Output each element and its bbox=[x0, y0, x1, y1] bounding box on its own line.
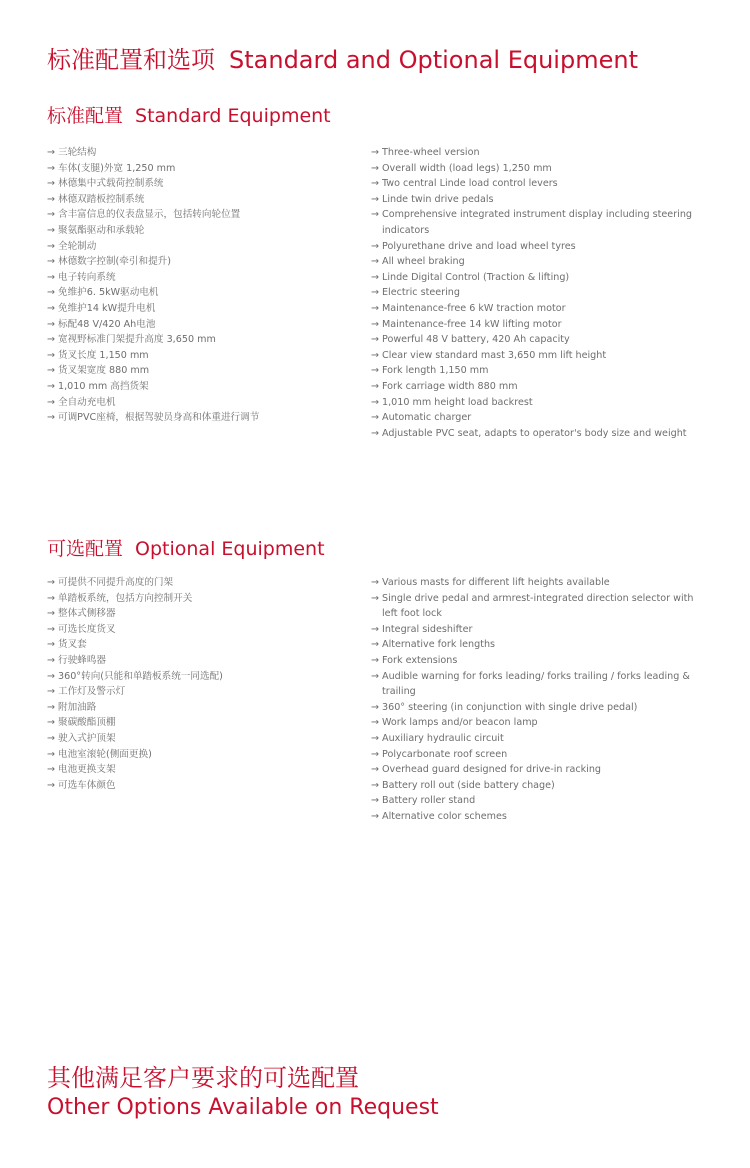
list-item bbox=[371, 410, 711, 426]
list-item-text: 车体(支腿)外宽 1,250 mm bbox=[58, 162, 176, 174]
arrow-bullet-icon: → bbox=[47, 764, 56, 776]
list-item bbox=[371, 317, 711, 333]
list-item-text: Automatic charger bbox=[382, 412, 472, 424]
list-item-text: 聚氨酯驱动和承载轮 bbox=[58, 224, 145, 236]
arrow-bullet-icon: → bbox=[371, 795, 380, 807]
list-item-text: Alternative color schemes bbox=[382, 810, 507, 822]
arrow-bullet-icon: → bbox=[47, 748, 56, 760]
arrow-bullet-icon: → bbox=[371, 623, 380, 635]
arrow-bullet-icon: → bbox=[371, 764, 380, 776]
list-item-text: Fork length 1,150 mm bbox=[382, 365, 489, 377]
list-item-text: Maintenance-free 14 kW lifting motor bbox=[382, 318, 562, 330]
list-item bbox=[371, 332, 711, 348]
list-item bbox=[47, 176, 347, 192]
arrow-bullet-icon: → bbox=[371, 256, 380, 268]
list-item bbox=[47, 395, 347, 411]
arrow-bullet-icon: → bbox=[47, 639, 56, 651]
list-item-text: 附加油路 bbox=[58, 701, 97, 713]
list-item bbox=[47, 348, 347, 364]
list-item bbox=[371, 176, 711, 192]
list-item bbox=[47, 653, 347, 669]
list-item bbox=[371, 793, 711, 809]
arrow-bullet-icon: → bbox=[47, 623, 56, 635]
list-item-text: 林德数字控制(牵引和提升) bbox=[58, 256, 172, 268]
page-title bbox=[47, 44, 638, 76]
list-item-text: Powerful 48 V battery, 420 Ah capacity bbox=[382, 334, 570, 346]
list-item bbox=[47, 410, 347, 426]
standard-title-cn: 标准配置 bbox=[47, 105, 124, 127]
list-item-text: Maintenance-free 6 kW traction motor bbox=[382, 302, 566, 314]
list-item bbox=[371, 207, 711, 238]
list-item bbox=[371, 270, 711, 286]
list-item bbox=[47, 747, 347, 763]
list-item-text: 360°转向(只能和单踏板系统一同选配) bbox=[58, 670, 223, 682]
list-item bbox=[47, 591, 347, 607]
arrow-bullet-icon: → bbox=[47, 365, 56, 377]
list-item bbox=[371, 239, 711, 255]
arrow-bullet-icon: → bbox=[47, 701, 56, 713]
arrow-bullet-icon: → bbox=[371, 318, 380, 330]
arrow-bullet-icon: → bbox=[47, 380, 56, 392]
list-item-text: 可调PVC座椅，根据驾驶员身高和体重进行调节 bbox=[58, 412, 260, 424]
list-item-text: Polyurethane drive and load wheel tyres bbox=[382, 240, 576, 252]
list-item bbox=[47, 606, 347, 622]
list-item bbox=[47, 637, 347, 653]
list-item-text: Various masts for different lift heights available bbox=[382, 577, 610, 588]
list-item bbox=[47, 270, 347, 286]
arrow-bullet-icon: → bbox=[47, 147, 56, 158]
arrow-bullet-icon: → bbox=[371, 412, 380, 424]
arrow-bullet-icon: → bbox=[371, 639, 380, 651]
list-item-text: 行驶蜂鸣器 bbox=[58, 654, 106, 666]
list-item-text: 1,010 mm 高挡货架 bbox=[58, 380, 149, 392]
list-item-text: 货叉架宽度 880 mm bbox=[58, 365, 150, 377]
standard-title-en: Standard Equipment bbox=[135, 105, 331, 127]
list-item-text: 免维护6. 5kW驱动电机 bbox=[58, 287, 159, 299]
list-item-text: 工作灯及警示灯 bbox=[58, 686, 126, 698]
list-item bbox=[371, 145, 711, 161]
list-item bbox=[371, 426, 711, 442]
list-item-text: Alternative fork lengths bbox=[382, 639, 496, 651]
footer-title-cn: 其他满足客户要求的可选配置 bbox=[47, 1064, 359, 1092]
list-item-text: Polycarbonate roof screen bbox=[382, 748, 508, 760]
arrow-bullet-icon: → bbox=[371, 147, 380, 158]
arrow-bullet-icon: → bbox=[47, 670, 56, 682]
list-item-text: 可选长度货叉 bbox=[58, 623, 116, 635]
list-item-text: 货叉套 bbox=[58, 639, 87, 651]
arrow-bullet-icon: → bbox=[371, 779, 380, 791]
list-item bbox=[47, 254, 347, 270]
arrow-bullet-icon: → bbox=[47, 349, 56, 361]
list-item bbox=[371, 348, 711, 364]
list-item-text: 360° steering (in conjunction with single drive pedal) bbox=[382, 701, 638, 713]
arrow-bullet-icon: → bbox=[371, 670, 380, 682]
list-item bbox=[47, 285, 347, 301]
list-item-text: Two central Linde load control levers bbox=[382, 178, 558, 190]
arrow-bullet-icon: → bbox=[47, 717, 56, 729]
list-item bbox=[47, 332, 347, 348]
standard-list-cn bbox=[47, 145, 347, 426]
list-item bbox=[371, 192, 711, 208]
list-item bbox=[47, 715, 347, 731]
list-item bbox=[47, 145, 347, 161]
arrow-bullet-icon: → bbox=[47, 287, 56, 299]
list-item bbox=[371, 161, 711, 177]
arrow-bullet-icon: → bbox=[47, 209, 56, 221]
arrow-bullet-icon: → bbox=[371, 349, 380, 361]
list-item bbox=[47, 684, 347, 700]
list-item bbox=[47, 575, 347, 591]
arrow-bullet-icon: → bbox=[47, 412, 56, 424]
list-item bbox=[47, 207, 347, 223]
list-item bbox=[371, 395, 711, 411]
list-item bbox=[47, 622, 347, 638]
list-item bbox=[47, 762, 347, 778]
list-item-text: Single drive pedal and armrest-integrated direction selector with left foot lock bbox=[382, 592, 694, 620]
list-item-text: 电子转向系统 bbox=[58, 271, 116, 283]
optional-list-cn bbox=[47, 575, 347, 793]
list-item bbox=[371, 700, 711, 716]
list-item bbox=[371, 591, 711, 622]
arrow-bullet-icon: → bbox=[47, 592, 56, 604]
list-item bbox=[371, 622, 711, 638]
arrow-bullet-icon: → bbox=[47, 256, 56, 268]
arrow-bullet-icon: → bbox=[47, 240, 56, 252]
arrow-bullet-icon: → bbox=[47, 654, 56, 666]
list-item-text: Linde Digital Control (Traction & lifting) bbox=[382, 271, 570, 283]
list-item bbox=[47, 731, 347, 747]
list-item bbox=[371, 778, 711, 794]
arrow-bullet-icon: → bbox=[371, 577, 380, 588]
list-item-text: Work lamps and/or beacon lamp bbox=[382, 717, 538, 729]
arrow-bullet-icon: → bbox=[371, 592, 380, 604]
arrow-bullet-icon: → bbox=[47, 608, 56, 620]
list-item bbox=[47, 301, 347, 317]
list-item-text: 免维护14 kW提升电机 bbox=[58, 302, 156, 314]
list-item bbox=[371, 809, 711, 825]
list-item-text: 林德集中式载荷控制系统 bbox=[58, 178, 164, 190]
list-item-text: 林德双踏板控制系统 bbox=[58, 193, 145, 205]
list-item bbox=[47, 192, 347, 208]
standard-section-title bbox=[47, 103, 331, 129]
list-item bbox=[371, 747, 711, 763]
list-item bbox=[371, 301, 711, 317]
list-item-text: 三轮结构 bbox=[58, 147, 97, 158]
arrow-bullet-icon: → bbox=[371, 334, 380, 346]
arrow-bullet-icon: → bbox=[371, 365, 380, 377]
arrow-bullet-icon: → bbox=[47, 162, 56, 174]
list-item-text: Comprehensive integrated instrument display including steering indicators bbox=[382, 209, 692, 236]
list-item bbox=[371, 731, 711, 747]
list-item bbox=[371, 285, 711, 301]
arrow-bullet-icon: → bbox=[371, 380, 380, 392]
list-item bbox=[371, 575, 711, 591]
arrow-bullet-icon: → bbox=[47, 779, 56, 791]
arrow-bullet-icon: → bbox=[371, 654, 380, 666]
list-item-text: 1,010 mm height load backrest bbox=[382, 396, 533, 408]
list-item bbox=[47, 700, 347, 716]
list-item-text: Linde twin drive pedals bbox=[382, 193, 494, 205]
list-item-text: 宽视野标准门架提升高度 3,650 mm bbox=[58, 334, 216, 346]
arrow-bullet-icon: → bbox=[47, 334, 56, 346]
list-item-text: Battery roller stand bbox=[382, 795, 476, 807]
list-item bbox=[47, 379, 347, 395]
arrow-bullet-icon: → bbox=[371, 162, 380, 174]
list-item-text: 驶入式护顶架 bbox=[58, 732, 116, 744]
list-item bbox=[47, 161, 347, 177]
list-item bbox=[371, 254, 711, 270]
arrow-bullet-icon: → bbox=[47, 686, 56, 698]
list-item-text: 含丰富信息的仪表盘显示，包括转向轮位置 bbox=[58, 209, 241, 221]
list-item-text: Adjustable PVC seat, adapts to operator's body size and weight bbox=[382, 427, 687, 439]
arrow-bullet-icon: → bbox=[371, 701, 380, 713]
arrow-bullet-icon: → bbox=[47, 178, 56, 190]
arrow-bullet-icon: → bbox=[371, 209, 380, 221]
list-item-text: Fork extensions bbox=[382, 654, 458, 666]
list-item bbox=[371, 715, 711, 731]
arrow-bullet-icon: → bbox=[47, 302, 56, 314]
list-item-text: Electric steering bbox=[382, 287, 460, 299]
arrow-bullet-icon: → bbox=[47, 271, 56, 283]
list-item bbox=[371, 363, 711, 379]
arrow-bullet-icon: → bbox=[371, 178, 380, 190]
list-item bbox=[371, 669, 711, 700]
page-title-en: Standard and Optional Equipment bbox=[229, 46, 638, 74]
list-item-text: Auxiliary hydraulic circuit bbox=[382, 732, 504, 744]
arrow-bullet-icon: → bbox=[371, 287, 380, 299]
list-item-text: Clear view standard mast 3,650 mm lift height bbox=[382, 349, 607, 361]
list-item-text: Overall width (load legs) 1,250 mm bbox=[382, 162, 552, 174]
standard-list-en bbox=[371, 145, 711, 441]
list-item-text: 货叉长度 1,150 mm bbox=[58, 349, 149, 361]
list-item bbox=[47, 778, 347, 794]
list-item-text: Overhead guard designed for drive-in racking bbox=[382, 764, 602, 776]
arrow-bullet-icon: → bbox=[371, 302, 380, 314]
optional-title-en: Optional Equipment bbox=[135, 538, 325, 560]
list-item bbox=[47, 363, 347, 379]
list-item-text: Fork carriage width 880 mm bbox=[382, 380, 518, 392]
list-item bbox=[371, 637, 711, 653]
page-title-cn: 标准配置和选项 bbox=[47, 46, 215, 74]
list-item-text: Integral sideshifter bbox=[382, 623, 473, 635]
list-item-text: 电池室滚轮(侧面更换) bbox=[58, 748, 152, 760]
arrow-bullet-icon: → bbox=[371, 396, 380, 408]
arrow-bullet-icon: → bbox=[371, 193, 380, 205]
list-item-text: 单踏板系统，包括方向控制开关 bbox=[58, 592, 193, 604]
list-item-text: 可提供不同提升高度的门架 bbox=[58, 577, 174, 588]
arrow-bullet-icon: → bbox=[47, 577, 56, 588]
list-item-text: Battery roll out (side battery chage) bbox=[382, 779, 555, 791]
optional-title-cn: 可选配置 bbox=[47, 538, 124, 560]
arrow-bullet-icon: → bbox=[371, 427, 380, 439]
list-item-text: 标配48 V/420 Ah电池 bbox=[58, 318, 156, 330]
arrow-bullet-icon: → bbox=[47, 318, 56, 330]
arrow-bullet-icon: → bbox=[371, 748, 380, 760]
list-item bbox=[47, 317, 347, 333]
arrow-bullet-icon: → bbox=[371, 810, 380, 822]
list-item-text: Audible warning for forks leading/ forks trailing / forks leading & trailing bbox=[382, 670, 690, 698]
arrow-bullet-icon: → bbox=[371, 732, 380, 744]
list-item-text: 可选车体颜色 bbox=[58, 779, 116, 791]
arrow-bullet-icon: → bbox=[47, 224, 56, 236]
footer-title-en: Other Options Available on Request bbox=[47, 1095, 439, 1120]
list-item-text: 电池更换支架 bbox=[58, 764, 116, 776]
arrow-bullet-icon: → bbox=[47, 193, 56, 205]
optional-list-en bbox=[371, 575, 711, 825]
optional-section-title bbox=[47, 536, 325, 562]
list-item-text: 全自动充电机 bbox=[58, 396, 116, 408]
arrow-bullet-icon: → bbox=[371, 271, 380, 283]
list-item-text: 聚碳酸酯顶棚 bbox=[58, 717, 116, 729]
list-item bbox=[47, 239, 347, 255]
list-item-text: All wheel braking bbox=[382, 256, 465, 268]
list-item-text: Three-wheel version bbox=[382, 147, 480, 158]
list-item bbox=[371, 762, 711, 778]
list-item bbox=[47, 223, 347, 239]
list-item bbox=[371, 653, 711, 669]
list-item-text: 整体式侧移器 bbox=[58, 608, 116, 620]
arrow-bullet-icon: → bbox=[47, 396, 56, 408]
arrow-bullet-icon: → bbox=[371, 717, 380, 729]
list-item bbox=[371, 379, 711, 395]
arrow-bullet-icon: → bbox=[371, 240, 380, 252]
list-item bbox=[47, 669, 347, 685]
list-item-text: 全轮制动 bbox=[58, 240, 97, 252]
arrow-bullet-icon: → bbox=[47, 732, 56, 744]
